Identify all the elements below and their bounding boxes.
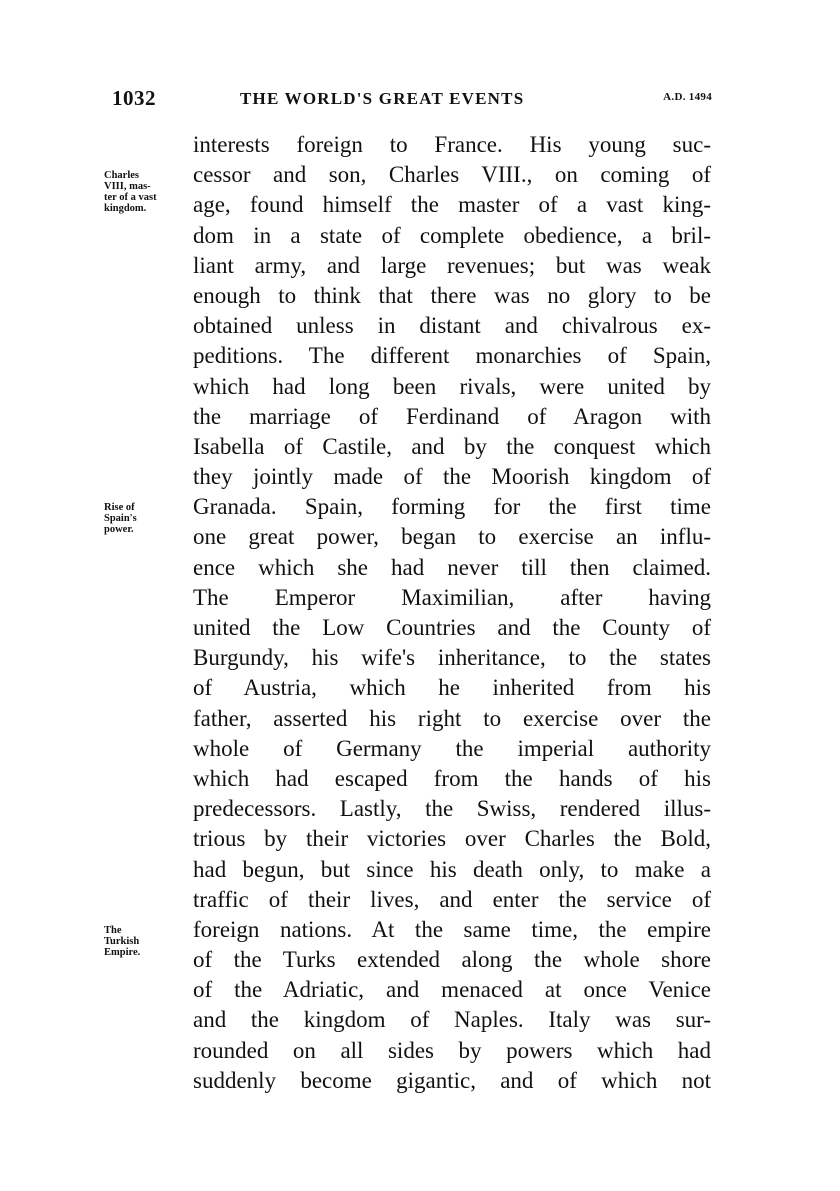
margin-note-line: The bbox=[104, 925, 122, 936]
text-line: liant army, and large revenues; but was weak bbox=[193, 252, 711, 278]
margin-note-turkish bbox=[104, 925, 176, 958]
text-line: father, asserted his right to exercise over the bbox=[193, 705, 711, 731]
text-line: suddenly become gigantic, and of which not bbox=[193, 1067, 711, 1093]
margin-note-spain bbox=[104, 502, 176, 535]
text-line: and the kingdom of Naples. Italy was sur- bbox=[193, 1007, 711, 1033]
text-line: of the Adriatic, and menaced at once Venice bbox=[193, 977, 711, 1003]
text-line: cessor and son, Charles VIII., on coming of bbox=[193, 162, 711, 188]
page-number: 1032 bbox=[112, 86, 156, 110]
body-text bbox=[193, 130, 711, 1096]
margin-note-line: kingdom. bbox=[104, 203, 147, 214]
margin-note-line: power. bbox=[104, 524, 134, 535]
text-line: The Emperor Maximilian, after having bbox=[193, 584, 711, 610]
margin-note-charles bbox=[104, 170, 176, 214]
text-line: which had escaped from the hands of his bbox=[193, 765, 711, 791]
text-line: rounded on all sides by powers which had bbox=[193, 1037, 711, 1063]
text-line: whole of Germany the imperial authority bbox=[193, 735, 711, 761]
text-line: of the Turks extended along the whole shore bbox=[193, 947, 711, 973]
text-line: interests foreign to France. His young suc- bbox=[193, 132, 711, 157]
text-line: dom in a state of complete obedience, a bril- bbox=[193, 222, 711, 248]
text-line: trious by their victories over Charles the Bold, bbox=[193, 826, 711, 852]
margin-note-line: ter of a vast bbox=[104, 192, 157, 203]
text-line: foreign nations. At the same time, the empire bbox=[193, 916, 711, 942]
header-date: A.D. 1494 bbox=[663, 91, 712, 103]
margin-note-line: Spain's bbox=[104, 513, 137, 524]
text-line: age, found himself the master of a vast king- bbox=[193, 192, 711, 218]
text-line: peditions. The different monarchies of Spain, bbox=[193, 343, 711, 369]
text-line: Isabella of Castile, and by the conquest which bbox=[193, 433, 711, 459]
margin-note-line: VIII, mas- bbox=[104, 181, 151, 192]
margin-note-line: Rise of bbox=[104, 502, 135, 513]
text-line: they jointly made of the Moorish kingdom of bbox=[193, 464, 711, 490]
running-title: THE WORLD'S GREAT EVENTS bbox=[240, 89, 525, 108]
margin-note-line: Charles bbox=[104, 170, 139, 181]
page-header bbox=[112, 86, 712, 116]
text-line: one great power, began to exercise an influ- bbox=[193, 524, 711, 550]
text-line: of Austria, which he inherited from his bbox=[193, 675, 711, 701]
text-line: had begun, but since his death only, to make a bbox=[193, 856, 711, 882]
text-line: obtained unless in distant and chivalrous ex- bbox=[193, 313, 711, 339]
text-line: enough to think that there was no glory to be bbox=[193, 282, 711, 308]
text-line: which had long been rivals, were united by bbox=[193, 373, 711, 399]
margin-note-line: Empire. bbox=[104, 947, 141, 958]
text-line: traffic of their lives, and enter the service of bbox=[193, 886, 711, 912]
text-line: Granada. Spain, forming for the first time bbox=[193, 494, 711, 520]
text-line: predecessors. Lastly, the Swiss, rendered illus- bbox=[193, 796, 711, 822]
text-line: Burgundy, his wife's inheritance, to the states bbox=[193, 645, 711, 671]
text-line: the marriage of Ferdinand of Aragon with bbox=[193, 403, 711, 429]
text-line: ence which she had never till then claimed. bbox=[193, 554, 711, 580]
text-line: united the Low Countries and the County of bbox=[193, 615, 711, 640]
margin-note-line: Turkish bbox=[104, 936, 140, 947]
